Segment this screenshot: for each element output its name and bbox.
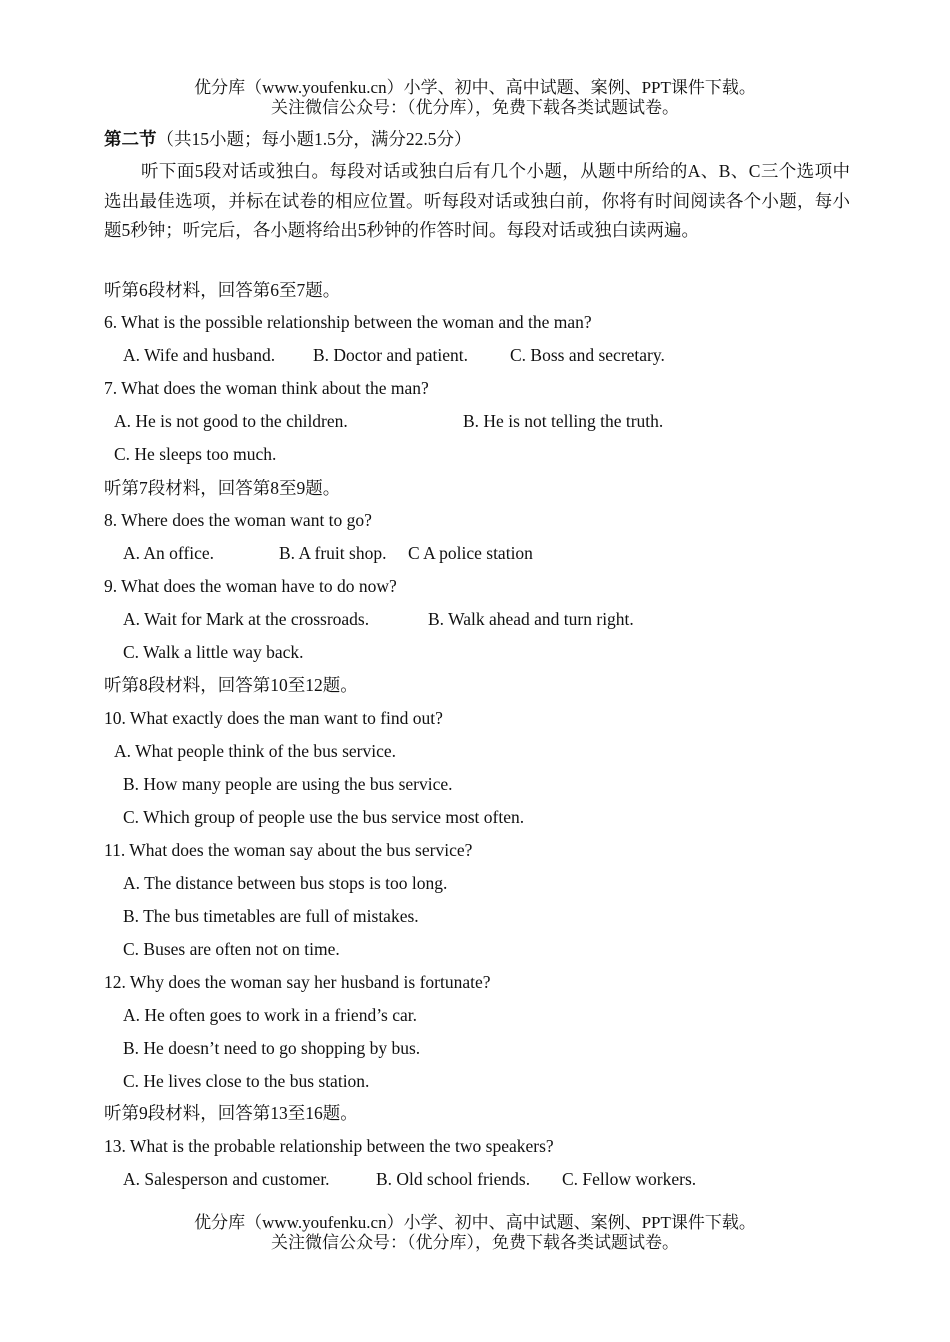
q12-stem: 12. Why does the woman say her husband is fortunate? xyxy=(104,972,491,992)
q13-stem: 13. What is the probable relationship between the two speakers? xyxy=(104,1136,554,1156)
q10-option-c: C. Which group of people use the bus service most often. xyxy=(123,807,525,827)
q6-option-c: C. Boss and secretary. xyxy=(510,345,665,365)
q10-option-a: A. What people think of the bus service. xyxy=(114,741,397,761)
q11-option-a: A. The distance between bus stops is too long. xyxy=(123,873,448,893)
footer-line-2: 关注微信公众号：（优分库），免费下载各类试题试卷。 xyxy=(271,1233,679,1252)
q9-option-c: C. Walk a little way back. xyxy=(123,642,304,662)
section-heading xyxy=(104,128,472,150)
q8-option-b: B. A fruit shop. xyxy=(279,543,387,563)
q6-stem: 6. What is the possible relationship between the woman and the man? xyxy=(104,312,592,332)
q6-option-a: A. Wife and husband. xyxy=(123,345,276,365)
footer-line-1: 优分库（www.youfenku.cn）小学、初中、高中试题、案例、PPT课件下载。 xyxy=(194,1213,756,1232)
q8-option-a: A. An office. xyxy=(123,543,215,563)
q9-option-a: A. Wait for Mark at the crossroads. xyxy=(123,609,370,629)
header-line-2: 关注微信公众号：（优分库），免费下载各类试题试卷。 xyxy=(271,98,679,117)
q12-option-a: A. He often goes to work in a friend’s car. xyxy=(123,1005,418,1025)
q10-stem: 10. What exactly does the man want to find out? xyxy=(104,708,443,728)
q13-option-a: A. Salesperson and customer. xyxy=(123,1169,330,1189)
header-line-1: 优分库（www.youfenku.cn）小学、初中、高中试题、案例、PPT课件下载。 xyxy=(194,78,756,97)
q10-option-b: B. How many people are using the bus service. xyxy=(123,774,453,794)
material-8-heading: 听第8段材料，回答第10至12题。 xyxy=(104,675,358,695)
q13-option-c: C. Fellow workers. xyxy=(562,1169,697,1189)
q12-option-b: B. He doesn’t need to go shopping by bus. xyxy=(123,1038,421,1058)
q13-option-b: B. Old school friends. xyxy=(376,1169,531,1189)
section-title: 第二节 xyxy=(104,129,157,149)
q11-stem: 11. What does the woman say about the bus service? xyxy=(104,840,473,860)
q7-option-c: C. He sleeps too much. xyxy=(114,444,277,464)
q7-stem: 7. What does the woman think about the man? xyxy=(104,378,429,398)
q8-stem: 8. Where does the woman want to go? xyxy=(104,510,372,530)
q8-option-c: C A police station xyxy=(408,543,533,563)
section-instructions: 听下面5段对话或独白。每段对话或独白后有几个小题，从题中所给的A、B、C三个选项中选出最佳选项，并标在试卷的相应位置。听每段对话或独白前，你将有时间阅读各个小题，每小题5秒钟；听完后，各小题将给出5秒钟的作答时间。每段对话或独白读两遍。 xyxy=(104,161,850,240)
q6-option-b: B. Doctor and patient. xyxy=(313,345,469,365)
material-7-heading: 听第7段材料，回答第8至9题。 xyxy=(104,478,341,498)
q9-option-b: B. Walk ahead and turn right. xyxy=(428,609,634,629)
q9-stem: 9. What does the woman have to do now? xyxy=(104,576,397,596)
q7-option-b: B. He is not telling the truth. xyxy=(463,411,664,431)
q11-option-c: C. Buses are often not on time. xyxy=(123,939,340,959)
q7-option-a: A. He is not good to the children. xyxy=(114,411,348,431)
q11-option-b: B. The bus timetables are full of mistakes. xyxy=(123,906,419,926)
section-title-note: （共15小题；每小题1.5分，满分22.5分） xyxy=(156,129,472,149)
material-9-heading: 听第9段材料，回答第13至16题。 xyxy=(104,1103,358,1123)
q12-option-c: C. He lives close to the bus station. xyxy=(123,1071,370,1091)
material-6-heading: 听第6段材料，回答第6至7题。 xyxy=(104,280,341,300)
